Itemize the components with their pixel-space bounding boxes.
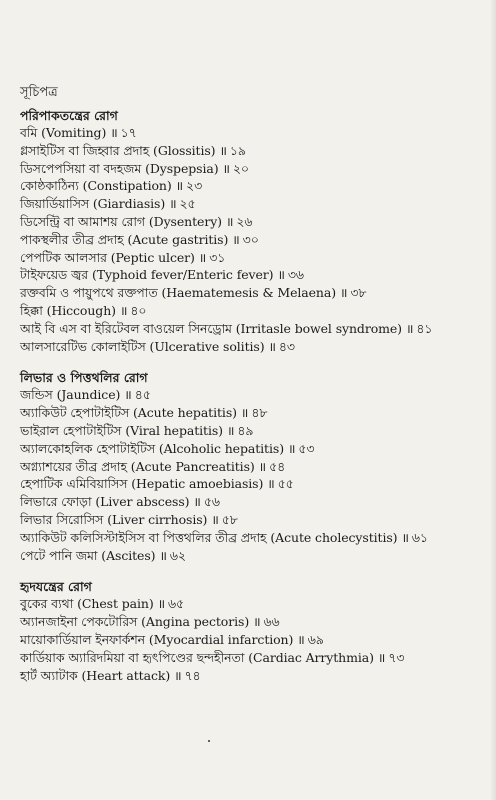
entry-label: মায়োকার্ডিয়াল ইনফার্কশন (Myocardial infarction) (20, 631, 294, 647)
section-heading: হৃদযন্ত্রের রোগ (20, 579, 92, 595)
entry-page-number: ৬৯ (307, 631, 324, 647)
entry-page-number: ৪৩ (278, 338, 295, 354)
entry-separator: ॥ (219, 142, 227, 158)
entry-page-number: ৪০ (130, 302, 147, 318)
entry-label: অ্যাকিউট কলিসিস্টাইসিস বা পিত্তথলির তীব্র প্রদাহ (Acute cholecystitis) (20, 529, 398, 545)
entry-separator: ॥ (297, 631, 305, 647)
toc-entry (20, 195, 488, 213)
entry-label: বমি (Vomiting) (20, 125, 107, 140)
toc-entry (20, 160, 488, 178)
toc-entry (20, 338, 488, 356)
ink-speck (208, 740, 210, 742)
entry-label: ভাইরাল হেপাটাইটিস (Viral hepatitis) (20, 422, 223, 438)
entry-list (20, 124, 488, 355)
entry-page-number: ৪৯ (237, 422, 254, 438)
toc-entry (20, 595, 488, 613)
entry-label: পেপটিক আলসার (Peptic ulcer) (20, 249, 195, 265)
entry-page-number: ২৫ (179, 196, 196, 212)
entry-page-number: ৩৮ (350, 285, 367, 301)
entry-label: আই বি এস বা ইরিটেবল বাওয়েল সিনড্রোম (Irritasle bowel syndrome) (20, 320, 402, 336)
entry-label: গ্লসাইটিস বা জিহ্বার প্রদাহ (Glossitis) (20, 142, 216, 158)
entry-separator: ॥ (124, 387, 132, 403)
toc-entry (20, 249, 488, 267)
entry-label: ডিসেন্ট্রি বা আমাশয় রোগ (Dysentery) (20, 213, 222, 229)
table-of-contents (20, 84, 488, 698)
toc-entry (20, 142, 488, 160)
entry-label: লিভার সিরোসিস (Liver cirrhosis) (20, 511, 208, 527)
entry-separator: ॥ (174, 667, 182, 683)
entry-label: অ্যাকিউট হেপাটাইটিস (Acute hepatitis) (20, 405, 237, 421)
entry-page-number: ১৭ (120, 125, 137, 140)
toc-entry (20, 422, 488, 440)
entry-page-number: ৬১ (411, 529, 428, 545)
entry-separator: ॥ (198, 249, 207, 265)
entry-page-number: ৫৬ (203, 494, 220, 510)
entry-label: ডিসপেপসিয়া বা বদহজম (Dyspepsia) (20, 160, 219, 176)
entry-label: পাকস্থলীর তীব্র প্রদাহ (Acute gastritis) (20, 231, 229, 247)
entry-separator: ॥ (157, 596, 166, 612)
entry-page-number: ৬২ (169, 547, 186, 563)
entry-page-number: ২০ (232, 160, 249, 176)
entry-label: কোষ্ঠকাঠিন্য (Constipation) (20, 178, 172, 194)
toc-sections (20, 107, 488, 684)
entry-label: টাইফয়েড জ্বর (Typhoid fever/Enteric fever) (20, 267, 274, 283)
entry-separator: ॥ (377, 649, 386, 665)
entry-list (20, 595, 488, 684)
toc-entry (20, 404, 488, 422)
entry-separator: ॥ (119, 302, 128, 318)
entry-list (20, 386, 488, 564)
entry-page-number: ৩০ (242, 231, 259, 247)
entry-separator: ॥ (232, 231, 240, 247)
entry-separator: ॥ (169, 196, 177, 212)
toc-entry (20, 386, 488, 404)
toc-section (20, 369, 488, 564)
entry-label: পেটে পানি জমা (Ascites) (20, 547, 156, 563)
toc-entry (20, 511, 488, 529)
toc-entry (20, 266, 488, 284)
entry-page-number: ৬৬ (263, 614, 280, 630)
entry-label: হিক্কা (Hiccough) (20, 302, 116, 318)
entry-label: লিভারে ফোড়া (Liver abscess) (20, 494, 190, 510)
section-heading: পরিপাকতন্ত্রের রোগ (20, 108, 118, 123)
entry-separator: ॥ (175, 178, 184, 194)
entry-separator: ॥ (277, 267, 285, 283)
entry-page-number: ৭৩ (388, 649, 405, 665)
entry-separator: ॥ (211, 511, 219, 527)
entry-page-number: ৫৪ (269, 458, 286, 474)
entry-page-number: ২৬ (236, 213, 253, 229)
toc-entry (20, 213, 488, 231)
entry-page-number: ৫৩ (298, 440, 315, 456)
page-spine-shadow (490, 0, 496, 800)
entry-separator: ॥ (193, 494, 201, 510)
entry-separator: ॥ (226, 422, 235, 438)
entry-label: আলসারেটিভ কোলাইটিস (Ulcerative solitis) (20, 338, 265, 354)
entry-page-number: ৩১ (209, 249, 226, 265)
toc-entry (20, 529, 488, 547)
entry-label: জিয়ার্ডিয়াসিস (Giardiasis) (20, 196, 166, 212)
toc-entry (20, 458, 488, 476)
toc-entry (20, 231, 488, 249)
entry-separator: ॥ (222, 160, 230, 176)
entry-label: কার্ডিয়াক অ্যারিদমিয়া বা হৃৎপিণ্ডের ছন্দহীনতা (Cardiac Arrythmia) (20, 649, 374, 665)
entry-label: অগ্ন্যাশয়ের তীব্র প্রদাহ (Acute Pancreatitis) (20, 458, 255, 474)
toc-entry (20, 177, 488, 195)
toc-entry (20, 649, 488, 667)
entry-page-number: ৭৪ (184, 667, 201, 683)
entry-page-number: ৪৮ (251, 405, 268, 421)
entry-separator: ॥ (253, 614, 261, 630)
entry-label: জন্ডিস (Jaundice) (20, 387, 121, 403)
entry-label: রক্তবমি ও পায়ুপথে রক্তপাত (Haematemesis & Melaena) (20, 285, 336, 301)
entry-page-number: ৫৮ (221, 511, 238, 527)
entry-separator: ॥ (405, 320, 414, 336)
toc-entry (20, 613, 488, 631)
entry-separator: ॥ (267, 476, 275, 492)
toc-entry (20, 124, 488, 142)
entry-label: অ্যালকোহলিক হেপাটাইটিস (Alcoholic hepatitis) (20, 440, 284, 456)
entry-page-number: ২৩ (186, 178, 203, 194)
entry-separator: ॥ (268, 338, 276, 354)
entry-separator: ॥ (110, 125, 118, 140)
toc-entry (20, 440, 488, 458)
toc-entry (20, 631, 488, 649)
entry-separator: ॥ (240, 405, 249, 421)
toc-entry (20, 284, 488, 302)
toc-entry (20, 302, 488, 320)
entry-page-number: ৪৫ (134, 387, 151, 403)
toc-entry (20, 547, 488, 565)
toc-entry (20, 475, 488, 493)
entry-separator: ॥ (159, 547, 167, 563)
entry-page-number: ৫৫ (277, 476, 294, 492)
entry-label: হার্ট অ্যাটাক (Heart attack) (20, 667, 171, 683)
entry-separator: ॥ (401, 529, 409, 545)
entry-page-number: ১৯ (229, 142, 246, 158)
entry-label: অ্যানজাইনা পেকটোরিস (Angina pectoris) (20, 614, 250, 630)
entry-page-number: ৩৬ (287, 267, 304, 283)
entry-separator: ॥ (287, 440, 296, 456)
toc-title: সূচিপত্র (20, 85, 58, 100)
toc-entry (20, 667, 488, 685)
toc-section (20, 107, 488, 355)
entry-page-number: ৪১ (416, 320, 433, 336)
toc-entry (20, 320, 488, 338)
entry-label: হেপাটিক এমিবিয়াসিস (Hepatic amoebiasis) (20, 476, 264, 492)
entry-separator: ॥ (340, 285, 348, 301)
entry-separator: ॥ (258, 458, 267, 474)
entry-page-number: ৬৫ (168, 596, 185, 612)
toc-entry (20, 493, 488, 511)
entry-separator: ॥ (225, 213, 234, 229)
section-heading: লিভার ও পিত্তথলির রোগ (20, 370, 148, 386)
entry-label: বুকের ব্যথা (Chest pain) (20, 596, 154, 612)
toc-section (20, 578, 488, 684)
